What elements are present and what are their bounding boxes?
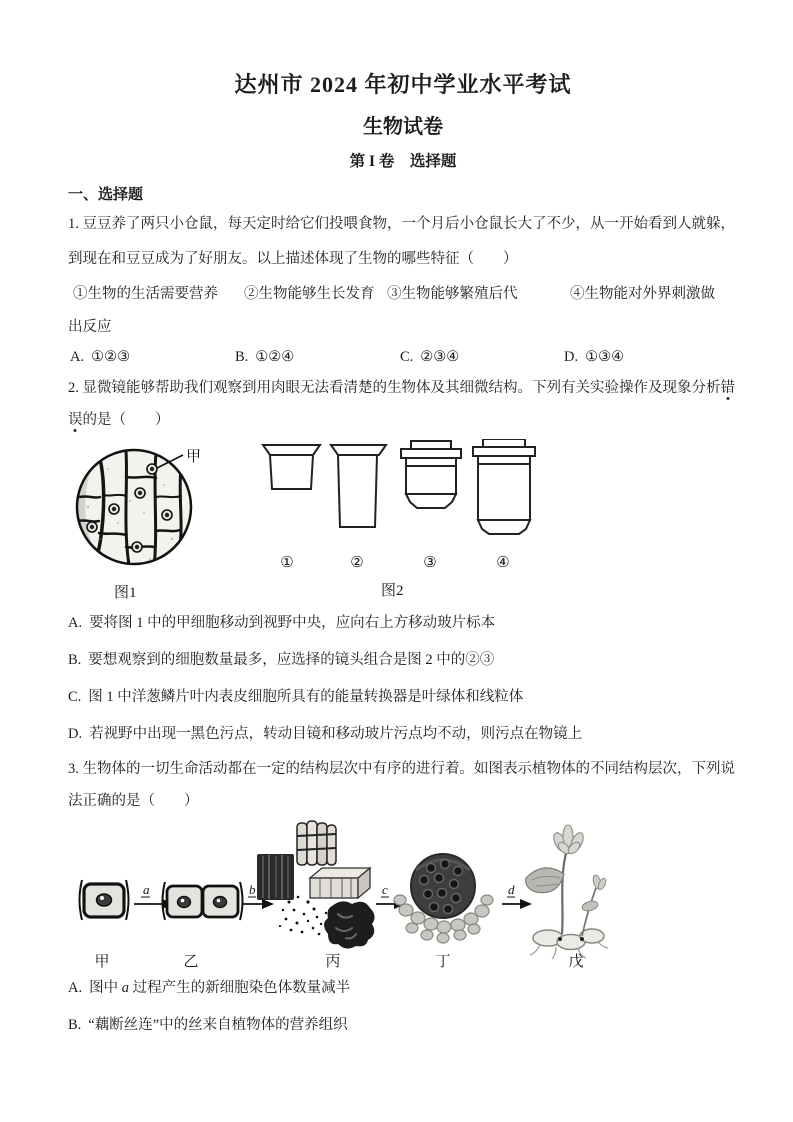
figure2-lenses [253, 439, 573, 603]
q3-stem-line2: 法正确的是（ ） [68, 793, 199, 809]
q3-option-a: A. 图中 a 过程产生的新细胞染色体数量减半 [68, 980, 351, 996]
q2-figure-block [68, 435, 738, 605]
arrow-a-label: a [143, 882, 150, 897]
stage-dividing-cells-drawing [163, 882, 243, 920]
figure2-caption: 图2 [381, 583, 404, 599]
lens-number-4: ④ [496, 555, 510, 571]
stage-tissues-drawing [257, 821, 375, 949]
lens-number-1: ① [280, 555, 294, 571]
arrow-d-label: d [508, 882, 515, 897]
figure1-microscope-view [70, 435, 245, 610]
q2-option-b: B. 要想观察到的细胞数量最多，应选择的镜头组合是图 2 中的②③ [68, 652, 495, 668]
section-heading: 第 I 卷 选择题 [349, 153, 457, 170]
q1-feature-4: ④生物能对外界刺激做 [570, 286, 715, 302]
q1-feature-wrap: 出反应 [68, 319, 112, 335]
stage-label-jia: 甲 [94, 954, 110, 970]
lens-number-2: ② [350, 555, 364, 571]
figure1-annotation-label: 甲 [186, 449, 202, 465]
stage-plant-drawing [526, 825, 608, 959]
arrow-c-label: c [382, 882, 388, 897]
q1-feature-1: ①生物的生活需要营养 [73, 286, 218, 302]
part-heading: 一、选择题 [68, 187, 144, 203]
q2-option-c: C. 图 1 中洋葱鳞片叶内表皮细胞所具有的能量转换器是叶绿体和线粒体 [68, 689, 524, 705]
lens-eyepiece-short [263, 445, 320, 489]
stage-label-bing: 丙 [325, 954, 341, 970]
lens-objective-short [401, 441, 461, 508]
q1-option-b: B. ①②④ [235, 349, 295, 365]
q1-option-d: D. ①③④ [564, 349, 625, 365]
q1-feature-2: ②生物能够生长发育 [244, 286, 375, 302]
q2-stem-line2: 误的是（ ） [68, 412, 170, 428]
q2-emphasis-char1: 错 [720, 380, 735, 396]
q1-feature-3: ③生物能够繁殖后代 [387, 286, 518, 302]
q1-option-c: C. ②③④ [400, 349, 460, 365]
q1-feature-items [68, 277, 738, 312]
q3-stem-line1: 3. 生物体的一切生命活动都在一定的结构层次中有序的进行着。如图表示植物体的不同结构层次，下列说 [68, 761, 735, 777]
lens-objective-long [473, 439, 535, 534]
q1-options-row [68, 342, 738, 372]
exam-subtitle: 生物试卷 [363, 116, 443, 138]
q3-option-b: B. “藕断丝连”中的丝来自植物体的营养组织 [68, 1017, 348, 1033]
page-title: 达州市 2024 年初中学业水平考试 [234, 72, 572, 97]
q2-option-d: D. 若视野中出现一黑色污点，转动目镜和移动玻片污点均不动，则污点在物镜上 [68, 726, 583, 742]
figure3-plant-structure-levels [70, 818, 635, 970]
process-a-variable: a [121, 980, 129, 996]
stage-label-ding: 丁 [435, 954, 451, 970]
q1-stem-line2: 到现在和豆豆成为了好朋友。以上描述体现了生物的哪些特征（ ） [68, 251, 518, 267]
arrow-b-label: b [249, 882, 256, 897]
lens-eyepiece-long [331, 445, 386, 527]
figure1-caption: 图1 [114, 585, 137, 601]
stage-label-wu: 戊 [568, 954, 584, 970]
stage-label-yi: 乙 [183, 954, 199, 970]
q1-stem-line1: 1. 豆豆养了两只小仓鼠，每天定时给它们投喂食物，一个月后小仓鼠长大了不少，从一开始看到人就躲， [68, 216, 735, 232]
q1-option-a: A. ①②③ [70, 349, 131, 365]
lens-number-3: ③ [423, 555, 437, 571]
stage-organ-seedpod-drawing [394, 854, 493, 943]
q2-emphasis-char2: 误 [68, 412, 83, 428]
stage-cell-drawing [80, 880, 129, 920]
q2-option-a: A. 要将图 1 中的甲细胞移动到视野中央，应向右上方移动玻片标本 [68, 615, 496, 631]
q2-stem-line1: 2. 显微镜能够帮助我们观察到用肉眼无法看清楚的生物体及其细微结构。下列有关实验操作及现象分析错 [68, 380, 735, 396]
